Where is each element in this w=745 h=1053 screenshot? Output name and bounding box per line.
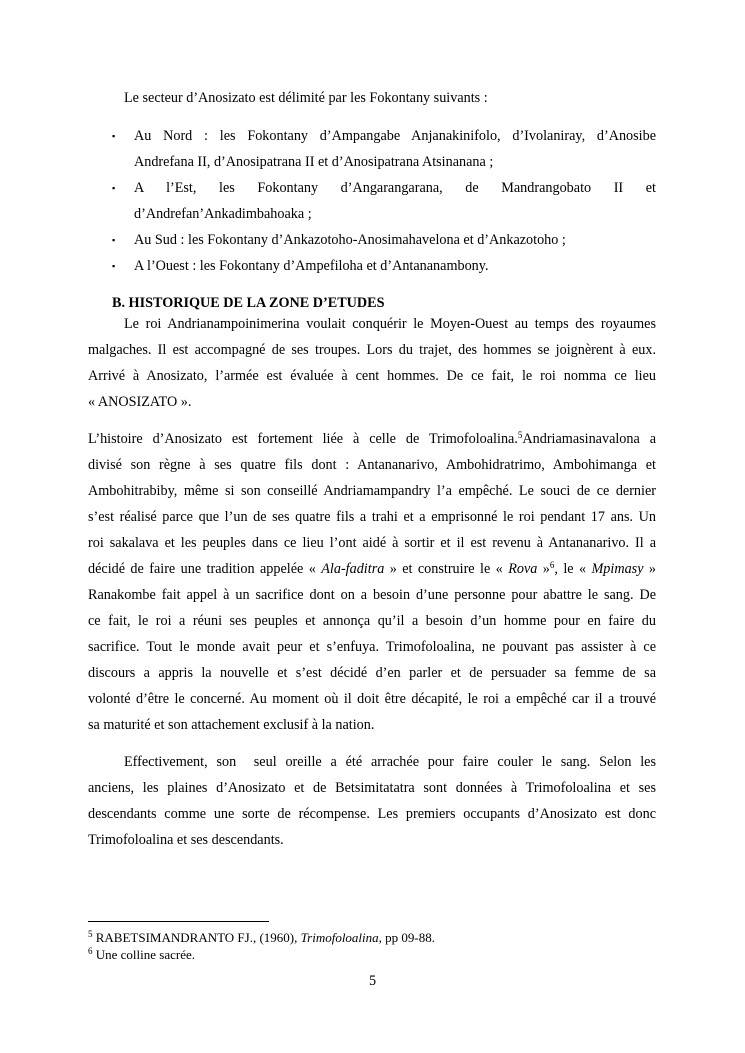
italic-term: Mpimasy (591, 561, 644, 577)
footnote-ref-6: 6 (549, 560, 555, 570)
text-run: Andriamasinavalona a (522, 431, 657, 447)
bullet-item-north-line1: Au Nord : les Fokontany d’Ampangabe Anjanakinifolo, d’Ivolaniray, d’Anosibe (134, 128, 656, 144)
paragraph-2-line: volonté d’être le concerné. Au moment où il doit être décapité, le roi a empêché car il a trouvé (88, 691, 656, 707)
paragraph-1-line: « ANOSIZATO ». (88, 394, 192, 410)
text-run: » (643, 561, 657, 577)
bullet-item-west: A l’Ouest : les Fokontany d’Ampefiloha et d’Antananambony. (134, 258, 489, 274)
text-run: RABETSIMANDRANTO FJ., (1960), (92, 930, 301, 945)
footnote-6 (88, 947, 195, 962)
paragraph-1-line: malgaches. Il est accompagné de ses troupes. Lors du trajet, des hommes se joignèrent à eux. (88, 342, 656, 358)
footnote-separator (88, 921, 269, 922)
paragraph-2-line (88, 561, 656, 578)
paragraph-3-line: Effectivement, son seul oreille a été arrachée pour faire couler le sang. Selon les (124, 754, 656, 770)
italic-term: Trimofoloalina (300, 930, 379, 945)
paragraph-2-line: s’est réalisé parce que l’un de ses quatre fils a trahi et a emprisonné le roi pendant 17 ans. Un (88, 509, 656, 525)
text-run: Une colline sacrée. (92, 947, 196, 962)
text-run: , le « (554, 561, 592, 577)
bullet-marker: ▪ (112, 131, 116, 141)
paragraph-2-line: discours a appris la nouvelle et s’est décidé d’en parler et de persuader sa femme de sa (88, 665, 656, 681)
paragraph-1-line: Le roi Andrianampoinimerina voulait conquérir le Moyen-Ouest au temps des royaumes (124, 316, 656, 332)
paragraph-2-line: Ranakombe fait appel à un sacrifice dont on a besoin d’une personne pour abattre le sang. De (88, 587, 656, 603)
bullet-marker: ▪ (112, 235, 116, 245)
footnote-5 (88, 930, 435, 945)
paragraph-2-line: Ambohitrabiby, même si son conseillé Andriamampandry l’a empêché. Le souci de ce dernier (88, 483, 656, 499)
text-run: décidé de faire une tradition appelée « (88, 561, 322, 577)
paragraph-2-line: sa maturité et son attachement exclusif à la nation. (88, 717, 375, 733)
intro-text: Le secteur d’Anosizato est délimité par les Fokontany suivants : (124, 90, 488, 106)
bullet-item-south: Au Sud : les Fokontany d’Ankazotoho-Anosimahavelona et d’Ankazotoho ; (134, 232, 566, 248)
bullet-item-north-line2: Andrefana II, d’Anosipatrana II et d’Anosipatrana Atsinanana ; (134, 154, 494, 170)
bullet-item-east-line1: A l’Est, les Fokontany d’Angarangarana, de Mandrangobato II et (134, 180, 656, 196)
bullet-marker: ▪ (112, 261, 116, 271)
text-run: » (537, 561, 550, 577)
bullet-item-east-line2: d’Andrefan’Ankadimbahoaka ; (134, 206, 312, 222)
text-run: , pp 09-88. (378, 930, 436, 945)
page-number: 5 (368, 973, 377, 989)
italic-term: Rova (508, 561, 538, 577)
text-run: » et construire le « (384, 561, 509, 577)
paragraph-3-line: Trimofoloalina et ses descendants. (88, 832, 284, 848)
paragraph-2-line: divisé son règne à ses quatre fils dont : Antananarivo, Ambohidratrimo, Ambohimanga et (88, 457, 656, 473)
paragraph-2-line: roi sakalava et les peuples dans ce lieu l’ont aidé à sortir et il est revenu à Antananarivo. Il a (88, 535, 656, 551)
text-run: L’histoire d’Anosizato est fortement liée à celle de Trimofoloalina. (88, 431, 518, 447)
bullet-marker: ▪ (112, 183, 116, 193)
footnote-number: 6 (88, 946, 93, 956)
paragraph-2-line (88, 431, 656, 448)
paragraph-3-line: anciens, les plaines d’Anosizato et de Betsimitatatra sont données à Trimofoloalina et ses (88, 780, 656, 796)
footnote-number: 5 (88, 929, 93, 939)
paragraph-1-line: Arrivé à Anosizato, l’armée est évaluée à cent hommes. De ce fait, le roi nomma ce lieu (88, 368, 656, 384)
section-heading: B. HISTORIQUE DE LA ZONE D’ETUDES (112, 295, 385, 311)
paragraph-3-line: descendants comme une sorte de récompense. Les premiers occupants d’Anosizato est donc (88, 806, 656, 822)
footnote-ref-5: 5 (517, 430, 523, 440)
italic-term: Ala-faditra (321, 561, 385, 577)
paragraph-2-line: ce fait, le roi a réuni ses peuples et annonça qu’il a besoin d’un homme pour en faire du (88, 613, 656, 629)
paragraph-2-line: sacrifice. Tout le monde avait peur et s’enfuya. Trimofoloalina, ne pouvant pas assister à ce (88, 639, 656, 655)
